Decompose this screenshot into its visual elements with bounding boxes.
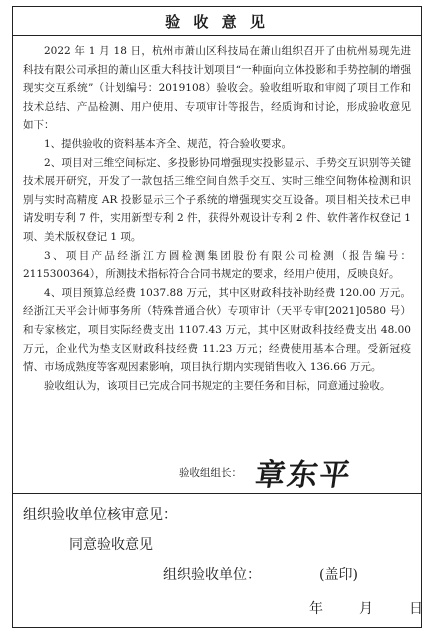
organizer-review-section — [13, 494, 421, 626]
opinion-paragraph-conclusion: 验收组认为，该项目已完成合同书规定的主要任务和目标，同意通过验收。 — [44, 379, 391, 392]
opinion-paragraph-1: 1、提供验收的资料基本齐全、规范，符合验收要求。 — [44, 137, 293, 150]
handwritten-signature: 章东平 — [253, 458, 354, 493]
date-day: 日 — [409, 601, 423, 617]
organizer-line — [163, 564, 358, 584]
acceptance-opinion-section — [13, 36, 421, 494]
acceptance-form — [12, 6, 422, 628]
page-title: 验 收 意 见 — [165, 12, 269, 31]
review-opinion: 同意验收意见 — [69, 537, 153, 553]
title-row — [13, 7, 421, 36]
organizer-label: 组织验收单位： — [163, 567, 261, 583]
opinion-paragraph-2: 2、项目对三维空间标定、多投影协同增强现实投影显示、手势交互识别等关键技术展开研究，开发了一款包括三维空间自然手交互、实时三维空间物体检测和识别与实时高精度 AR 投影显示三个子系统的增强现实交互设备。项目相关技术已申请发明专利 7 件，实用新型专利 2 件，获得外观设计专利 2 件、软件著作权登记 1 项、美术版权登记 1 项。 — [23, 156, 411, 243]
date-year: 年 — [309, 601, 323, 617]
date-month: 月 — [359, 601, 373, 617]
opinion-paragraph-intro: 2022 年 1 月 18 日，杭州市萧山区科技局在萧山组织召开了由杭州易现先进科技有限公司承担的萧山区重大科技计划项目“一种面向立体投影和手势控制的增强现实交互系统”（计划编号：2019108）验收会。验收组听取和审阅了项目工作和技术总结、产品检测、用户使用、专项审计等报告，经质询和讨论，形成验收意见如下： — [23, 45, 411, 132]
date-line — [309, 598, 423, 618]
opinion-paragraph-4: 4、项目预算总经费 1037.88 万元，其中区财政科技补助经费 120.00 万元。经浙江天平会计师事务所（特殊普通合伙）专项审计（天平专审[2021]0580 号）和专家核定，项目实际经费支出 1107.43 万元，其中区财政科技经费支出 48.00 万元，企业代为垫支区财政科技经费 11.23 万元；经费使用基本合理。受新冠疫情、市场成熟度等客观因素影响，项目执行期内实现销售收入 136.66 万元。 — [23, 286, 411, 374]
group-leader-signature-line — [179, 450, 352, 494]
review-label: 组织验收单位核审意见： — [23, 507, 177, 523]
seal-placeholder: (盖印) — [319, 567, 358, 583]
opinion-paragraph-3: 3、项目产品经浙江方圆检测集团股份有限公司检测（报告编号：2115300364），所测技术指标符合合同书规定的要求，经用户使用，反映良好。 — [23, 249, 411, 281]
signer-label: 验收组组长： — [179, 466, 242, 479]
